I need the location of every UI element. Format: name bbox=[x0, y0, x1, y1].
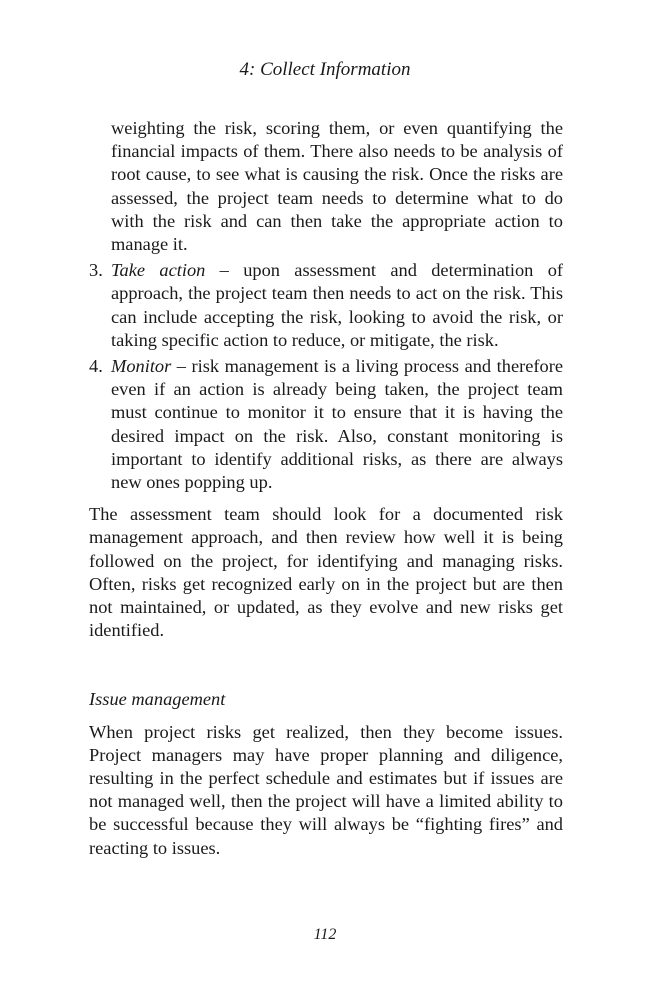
list-item-take-action bbox=[89, 259, 563, 352]
continued-paragraph: weighting the risk, scoring them, or even quantifying the financial impacts of them. There also needs to be analysis of root cause, to see what is causing the risk. Once the risks are assessed, the project team needs to determine what to do with the risk and can then take the appropriate action to manage it. bbox=[111, 118, 563, 255]
list-item-monitor bbox=[89, 355, 563, 494]
list-item-text bbox=[111, 355, 563, 494]
running-header: 4: Collect Information bbox=[239, 59, 411, 80]
body-paragraph: The assessment team should look for a documented risk management approach, and then review how well it is being followed on the project, for identifying and managing risks. Often, risks get recognized early on in the project but are then not maintained, or updated, as they evolve and new risks get identified. bbox=[89, 504, 563, 641]
list-item-text bbox=[111, 259, 563, 352]
list-description: – risk management is a living process and therefore even if an action is already being taken, the project team must continue to monitor it to ensure that it is having the desired impact on the risk. Also, constant monitoring is important to identify additional risks, as there are always new ones popping up. bbox=[111, 356, 563, 493]
list-number: 3. bbox=[89, 260, 103, 281]
page-number: 112 bbox=[313, 926, 337, 943]
page-body bbox=[89, 117, 563, 860]
section-heading: Issue management bbox=[89, 689, 226, 710]
list-number: 4. bbox=[89, 356, 103, 377]
list-term: Take action bbox=[111, 260, 206, 281]
section-paragraph: When project risks get realized, then they become issues. Project managers may have proper planning and diligence, resulting in the perfect schedule and estimates but if issues are not managed well, then the project will have a limited ability to be successful because they will always be “fighting fires” and reacting to issues. bbox=[89, 721, 563, 858]
list-description: – upon assessment and determination of approach, the project team then needs to act on the risk. This can include accepting the risk, looking to avoid the risk, or taking specific action to reduce, or mitigate, the risk. bbox=[111, 260, 564, 350]
list-term: Monitor bbox=[111, 356, 172, 377]
